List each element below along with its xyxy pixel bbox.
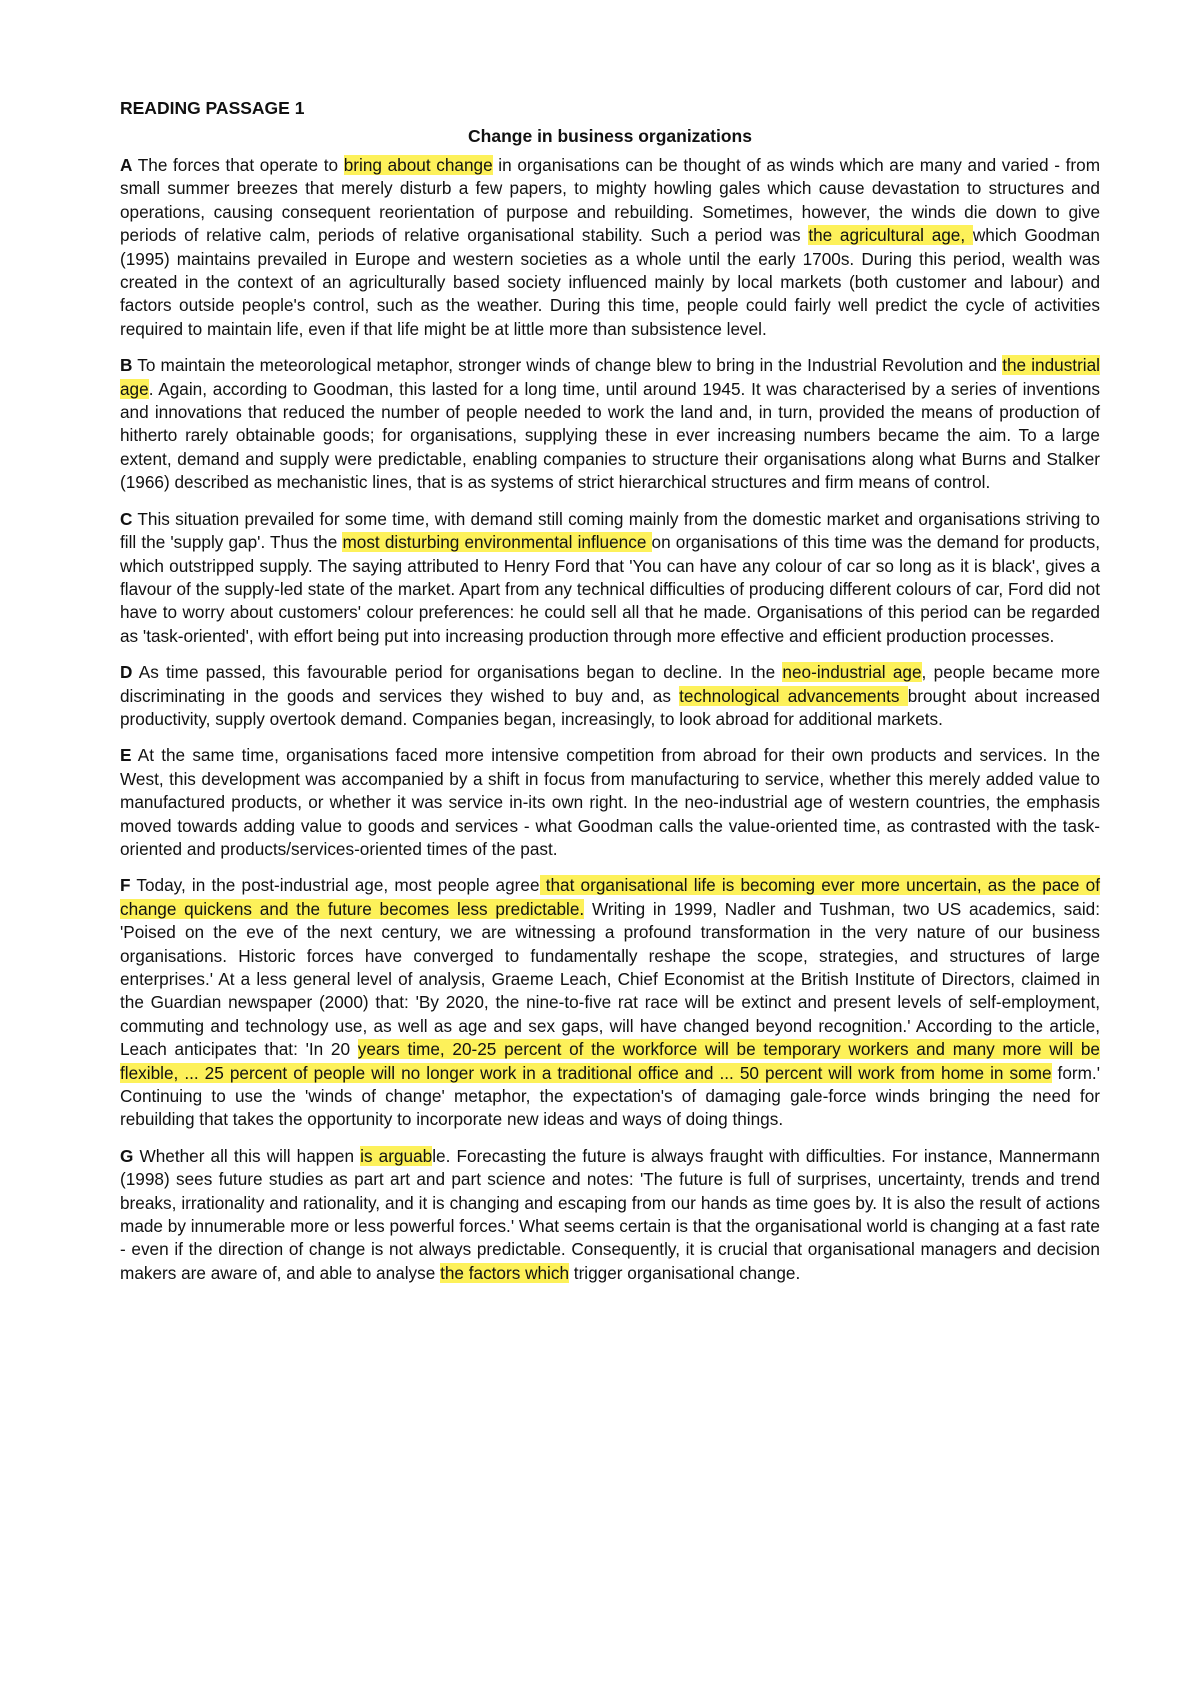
paragraph-letter: A xyxy=(120,155,133,175)
paragraph-text: Whether all this will happen xyxy=(133,1145,361,1166)
paragraph-text: form.' Continuing to use the 'winds of change' metaphor, the expectation's of damaging gale-force winds bringing the need for rebuilding that takes the opportunity to incorporate new ideas and ways of doing things. xyxy=(120,1062,1100,1130)
paragraph-a xyxy=(120,154,1100,341)
paragraph-letter: B xyxy=(120,355,133,376)
document-page xyxy=(120,96,1100,1298)
highlighted-text: the agricultural age, xyxy=(808,225,973,246)
paragraph-text: This situation prevailed for some time, with demand still coming mainly from the domestic market and organisations striving to fill the 'supply gap'. Thus the xyxy=(120,508,1100,553)
paragraph-text: brought about increased productivity, supply overtook demand. Companies began, increasingly, to look abroad for additional markets. xyxy=(120,685,1100,729)
paragraph-d xyxy=(120,661,1100,731)
highlighted-text: is arguab xyxy=(360,1145,433,1166)
highlighted-text: that organisational life is becoming ever more uncertain, as the pace of change quickens and the future becomes less predictable. xyxy=(120,875,1100,919)
highlighted-text: bring about change xyxy=(343,155,493,175)
paragraph-text: To maintain the meteorological metaphor, stronger winds of change blew to bring in the Industrial Revolution and xyxy=(132,355,1003,376)
paragraph-letter: E xyxy=(120,745,132,766)
paragraph-letter: C xyxy=(120,508,133,529)
paragraph-letter: F xyxy=(120,875,131,896)
highlighted-text: years time, 20-25 percent of the workforce will be temporary workers and many more will be flexible, ... 25 percent of people will no longer work in a traditional office and ... 50 percent will work from home in some xyxy=(120,1039,1100,1083)
paragraph-text: As time passed, this favourable period for organisations began to decline. In the xyxy=(132,662,783,683)
paragraph-letter: D xyxy=(120,662,133,683)
paragraph-f xyxy=(120,874,1100,1131)
highlighted-text: most disturbing environmental influence xyxy=(342,532,652,553)
passage-body xyxy=(120,154,1100,1285)
paragraph-text: . Again, according to Goodman, this lasted for a long time, until around 1945. It was characterised by a series of inventions and innovations that reduced the number of people needed to work the land and, in turn, provided the means of production of hitherto rarely obtainable goods; for organisations, supplying these in ever increasing numbers became the aim. To a large extent, demand and supply were predictable, enabling companies to structure their organisations along what Burns and Stalker (1966) described as mechanistic lines, that is as systems of strict hierarchical structures and firm means of control. xyxy=(120,378,1100,493)
paragraph-text: At the same time, organisations faced more intensive competition from abroad for their own products and services. In the West, this development was accompanied by a shift in focus from manufacturing to service, whether this merely added value to manufactured products, or whether it was service in-its own right. In the neo-industrial age of western countries, the emphasis moved towards adding value to goods and services - what Goodman calls the value-oriented time, as contrasted with the task- oriented and products/services-oriented times of the past. xyxy=(120,745,1100,859)
paragraph-b xyxy=(120,354,1100,494)
passage-title: Change in business organizations xyxy=(468,126,752,146)
paragraph-g xyxy=(120,1145,1100,1285)
paragraph-text: trigger organisational change. xyxy=(569,1262,801,1283)
paragraph-text: which Goodman (1995) maintains prevailed in Europe and western societies as a whole until the early 1700s. During this period, wealth was created in the context of an agriculturally based society influenced mainly by local markets (both customer and labour) and factors outside people's control, such as the weather. During this time, people could fairly well predict the cycle of activities required to maintain life, even if that life might be at little more than subsistence level. xyxy=(120,225,1100,339)
paragraph-text: le. Forecasting the future is always fraught with difficulties. For instance, Mannermann (1998) sees future studies as part art and part science and notes: 'The future is full of surprises, uncertainty, trends and trend breaks, irrationality and rationality, and it is changing and escaping from our hands as time goes by. It is also the result of actions made by innumerable more or less powerful forces.' What seems certain is that the organisational world is changing at a fast rate - even if the direction of change is not always predictable. Consequently, it is crucial that organisational managers and decision makers are aware of, and able to analyse xyxy=(120,1145,1100,1283)
highlighted-text: technological advancements xyxy=(679,685,908,706)
paragraph-c xyxy=(120,508,1100,648)
highlighted-text: neo-industrial age xyxy=(782,662,922,683)
paragraph-text: , people became more discriminating in the goods and services they wished to buy and, as xyxy=(120,662,1100,706)
paragraph-text: Writing in 1999, Nadler and Tushman, two US academics, said: 'Poised on the eve of the next century, we are witnessing a profound transformation in the very nature of our business organisations. Historic forces have converged to fundamentally reshape the scope, strategies, and structures of large enterprises.' At a less general level of analysis, Graeme Leach, Chief Economist at the British Institute of Directors, claimed in the Guardian newspaper (2000) that: 'By 2020, the nine-to-five rat race will be extinct and present levels of self-employment, commuting and technology use, as well as age and sex gaps, will have changed beyond recognition.' According to the article, Leach anticipates that: 'In 20 xyxy=(120,898,1100,1060)
passage-label: READING PASSAGE 1 xyxy=(120,98,305,118)
paragraph-letter: G xyxy=(120,1145,134,1166)
highlighted-text: the industrial age xyxy=(120,355,1100,399)
paragraph-text: Today, in the post-industrial age, most people agree xyxy=(130,875,540,896)
paragraph-text: The forces that operate to xyxy=(132,155,344,175)
paragraph-text: on organisations of this time was the demand for products, which outstripped supply. The saying attributed to Henry Ford that 'You can have any colour of car so long as it is black', gives a flavour of the supply-led state of the market. Apart from any technical difficulties of producing different colours of car, Ford did not have to worry about customers' colour preferences: he could sell all that he made. Organisations of this period can be regarded as 'task-oriented', with effort being put into increasing production through more effective and efficient production processes. xyxy=(120,532,1100,646)
highlighted-text: the factors which xyxy=(440,1262,570,1283)
paragraph-text: in organisations can be thought of as winds which are many and varied - from small summer breezes that merely disturb a few papers, to mighty howling gales which cause devastation to structures and operations, causing consequent reorientation of purpose and rebuilding. Sometimes, however, the winds die down to give periods of relative calm, periods of relative organisational stability. Such a period was xyxy=(120,155,1101,246)
paragraph-e xyxy=(120,744,1100,861)
